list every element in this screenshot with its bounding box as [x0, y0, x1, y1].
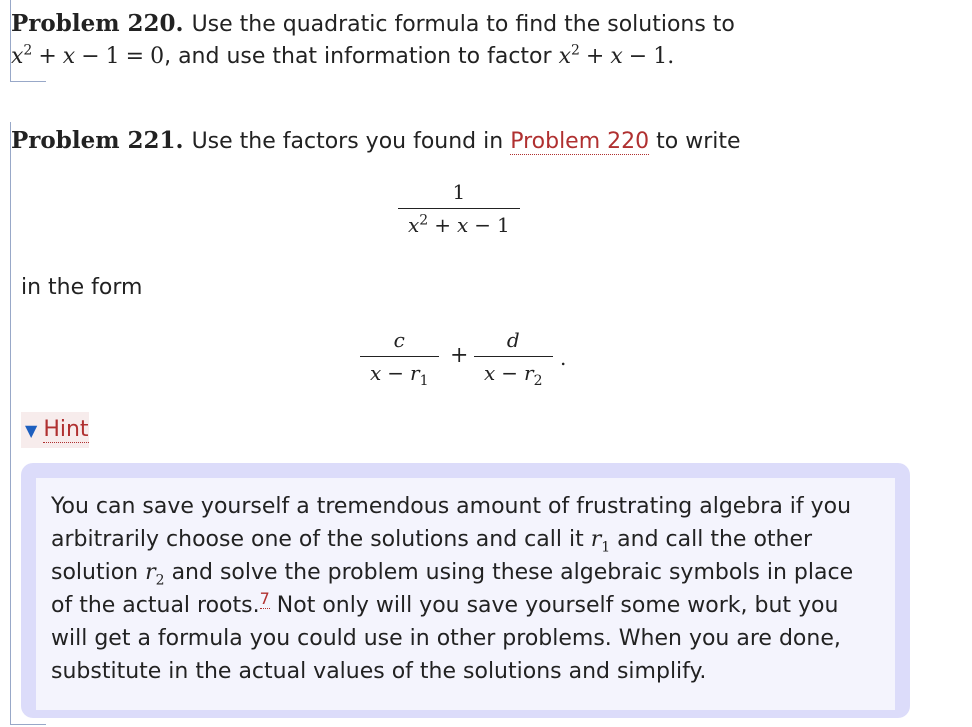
problem-220-text1: Use the quadratic formula to find the solutions to	[191, 12, 735, 37]
problem-220-line1	[11, 10, 735, 37]
polynomial-x2-x-1: $x^2 + x - 1$	[558, 42, 668, 69]
problem-221-title: Problem 221.	[11, 127, 184, 154]
in-the-form-text: in the form	[21, 275, 143, 300]
problem-221-divider	[10, 724, 46, 725]
fraction-numerator: 1	[452, 180, 466, 204]
fraction-denominator: $x^2 + x - 1$	[398, 208, 520, 237]
triangle-down-icon: ▼	[25, 420, 38, 440]
fraction-c: $\frac{c}{x - r_1}$	[360, 328, 439, 385]
symbol-r1: $r_1$	[590, 527, 611, 556]
problem-220-link[interactable]: Problem 220	[510, 129, 650, 154]
hint-panel	[21, 463, 910, 718]
problem-220-text2: , and use that information to factor	[164, 44, 552, 69]
hint-content: You can save yourself a tremendous amount of frustrating algebra if you arbitrarily choose one of the solutions and call it $r_1$ and call the other solution $r_2$ and solve the problem using these algebraic symbols in place of the actual roots.$^7$ Not only will you save yourself some work, but you will get a formula you could use in other problems. When you are done, substitute in the actual values of the solutions and simplify.	[36, 478, 895, 710]
fraction-reciprocal	[398, 180, 520, 237]
equation-x2-x-1-0: $x^2 + x - 1 = 0$	[11, 42, 165, 69]
fraction-d: $\frac{d}{x - r_2}$	[474, 328, 553, 385]
footnote-link[interactable]: 7	[259, 588, 270, 608]
symbol-r2: $r_2$	[145, 560, 165, 589]
problem-221-line1	[11, 127, 741, 154]
problem-221-intro-end: to write	[656, 129, 741, 154]
hint-toggle[interactable]	[21, 412, 89, 448]
plus-sign: +	[450, 343, 469, 368]
period: .	[560, 346, 567, 370]
problem-220-line2: $x^2 + x - 1 = 0$, and use that information to factor $x^2 + x - 1$.	[11, 42, 675, 69]
problem-220-title: Problem 220.	[11, 10, 184, 37]
hint-label: Hint	[43, 417, 89, 442]
problem-220-divider	[10, 81, 46, 82]
problem-221-intro: Use the factors you found in	[191, 129, 504, 154]
